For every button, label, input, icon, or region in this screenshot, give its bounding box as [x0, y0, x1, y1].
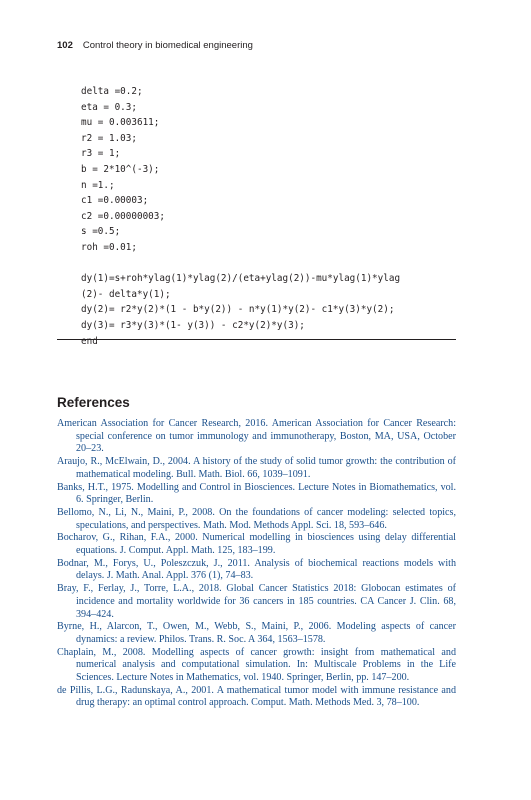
reference-item[interactable]: Bray, F., Ferlay, J., Torre, L.A., 2018. Global Cancer Statistics 2018: Globocan estimates of incidence and mortality worldwide for 36 cancers in 185 countries. CA Cancer J. Clin. 68, 394–424. [57, 583, 456, 620]
reference-item[interactable]: Byrne, H., Alarcon, T., Owen, M., Webb, S., Maini, P., 2006. Modeling aspects of cancer dynamics: a review. Philos. Trans. R. Soc. A 364, 1563–1578. [57, 621, 456, 645]
code-line: eta = 0.3; [81, 101, 137, 113]
code-line: s =0.5; [81, 226, 121, 238]
page-number: 102 [57, 40, 73, 51]
code-line: n =1.; [81, 179, 115, 191]
reference-item[interactable]: Chaplain, M., 2008. Modelling aspects of cancer growth: insight from mathematical and numerical analysis and computational simulation. In: Multiscale Problems in the Life Sciences. Lecture Notes in Mathematics, vol. 1940. Springer, Berlin, pp. 147–200. [57, 646, 456, 684]
code-end-rule [57, 339, 456, 340]
reference-item[interactable]: American Association for Cancer Research, 2016. American Association for Cancer Research: special conference on tumor immunology and immunotherapy, Boston, MA, USA, October 20–23. [57, 418, 456, 455]
code-line: delta =0.2; [81, 86, 143, 97]
code-line [81, 256, 461, 272]
code-line: dy(3)= r3*y(3)*(1- y(3)) - c2*y(2)*y(3); [81, 319, 305, 331]
reference-item[interactable]: Bodnar, M., Forys, U., Poleszczuk, J., 2011. Analysis of biochemical reactions models with delays. J. Math. Anal. Appl. 376 (1), 74–83. [57, 557, 456, 582]
code-line: dy(1)=s+roh*ylag(1)*ylag(2)/(eta+ylag(2))-mu*ylag(1)*ylag [81, 273, 401, 285]
running-head [57, 40, 253, 51]
code-line: (2)- delta*y(1); [81, 288, 171, 300]
reference-item[interactable]: Araujo, R., McElwain, D., 2004. A history of the study of solid tumor growth: the contribution of mathematical modeling. Bull. Math. Biol. 66, 1039–1091. [57, 456, 456, 480]
code-listing [81, 84, 461, 349]
code-line: c1 =0.00003; [81, 195, 149, 207]
reference-item[interactable]: de Pillis, L.G., Radunskaya, A., 2001. A mathematical tumor model with immune resistance and drug therapy: an optimal control approach. Comput. Math. Methods Med. 3, 78–100. [57, 684, 456, 709]
code-line: c2 =0.00000003; [81, 210, 165, 222]
code-line: b = 2*10^(-3); [81, 163, 160, 175]
code-line: r2 = 1.03; [81, 132, 137, 144]
code-line: roh =0.01; [81, 241, 137, 253]
reference-list [57, 418, 456, 710]
running-title: Control theory in biomedical engineering [82, 40, 253, 51]
reference-item[interactable]: Banks, H.T., 1975. Modelling and Control in Biosciences. Lecture Notes in Biomathematics, vol. 6. Springer, Berlin. [57, 481, 456, 506]
code-line: r3 = 1; [81, 148, 121, 160]
references-heading: References [57, 395, 130, 410]
code-line: mu = 0.003611; [81, 117, 160, 129]
code-line: end [81, 335, 98, 347]
code-line: dy(2)= r2*y(2)*(1 - b*y(2)) - n*y(1)*y(2)- c1*y(3)*y(2); [81, 304, 395, 316]
reference-item[interactable]: Bocharov, G., Rihan, F.A., 2000. Numerical modelling in biosciences using delay differential equations. J. Comput. Appl. Math. 125, 183–199. [57, 532, 456, 557]
reference-item[interactable]: Bellomo, N., Li, N., Maini, P., 2008. On the foundations of cancer modeling: selected topics, speculations, and perspectives. Math. Mod. Methods Appl. Sci. 18, 593–646. [57, 506, 456, 531]
